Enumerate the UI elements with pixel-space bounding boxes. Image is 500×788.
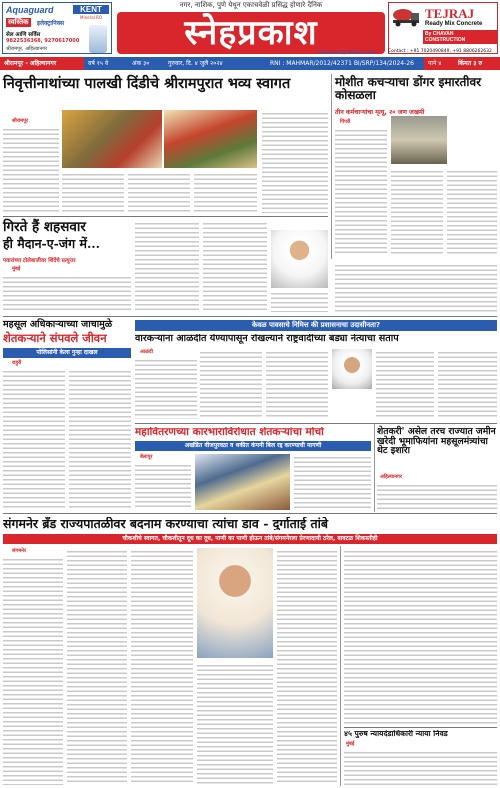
ad-aquaguard[interactable] <box>2 2 112 54</box>
column-divider-2 <box>374 424 375 512</box>
sangamner-subhead: चौकशीचे स्वागत, चौकशीतून दूध का दूध, पाणी का पाणी होऊन तांबे/संगमनेरला प्रेरणादायी ठरेल, वावटळ शिकस्तीही <box>3 534 497 544</box>
sangamner-body-col1 <box>3 556 63 785</box>
march-subhead: अखंडित वीजपुरवठा व थकीत कंपनी बिल रद्द करण्याची मागणी <box>135 441 371 451</box>
ad-phone: 9822536368, 9270617000 <box>6 38 80 44</box>
ad-address: श्रीरामपूर, अहिल्यानगर <box>6 46 48 52</box>
lead-body-col1 <box>3 126 59 212</box>
sangamner-body-col3 <box>131 548 193 785</box>
info-price: किंमत ३ रु <box>454 57 500 70</box>
masthead <box>117 0 385 55</box>
shahsawar-body <box>3 274 131 312</box>
lead-body-col2 <box>62 171 124 213</box>
bottom-right-headline[interactable]: ४५ पुरुष न्यायदंडाधिकारी न्याया निवड <box>344 730 448 738</box>
info-date: गुरुवार, दि. ४ जुलै २०२४ <box>164 57 266 70</box>
march-body-col1 <box>135 462 191 510</box>
march-headline[interactable]: महावितरणच्या कारभाराविरोधात शेतकऱ्यांचा मोर्चा <box>135 427 324 438</box>
lead-body-col4 <box>194 171 257 213</box>
durgatai-tambe-photo <box>197 548 273 658</box>
march-photo <box>195 454 290 510</box>
sangamner-body-col2 <box>67 548 127 785</box>
farmer-dateline: राहुरी <box>12 360 22 366</box>
warning-body <box>377 482 497 510</box>
farmer-headline-1[interactable]: महसूल अधिकाऱ्याच्या जाचामुळे <box>3 319 113 330</box>
leader-photo <box>332 349 372 389</box>
ad-tejraj-brand: TEJRAJ <box>425 6 475 21</box>
water-purifier-image <box>89 25 107 53</box>
farmer-body-col2 <box>69 368 131 508</box>
moshi-headline[interactable]: मोशीत कचऱ्याचा डोंगर इमारतीवर कोसळला <box>335 75 482 102</box>
right-mid-body <box>335 262 497 312</box>
ad-brand-kent-sub: Mineral RO <box>80 15 102 20</box>
lead-dateline: श्रीरामपूर <box>12 118 29 124</box>
palkhi-crowd-photo <box>164 110 257 168</box>
lead-headline[interactable]: निवृत्तीनाथांच्या पालखी दिंडीचे श्रीरामपुरात भव्य स्वागत <box>3 75 291 92</box>
garbage-collapse-photo <box>391 116 447 164</box>
bottom-right-dateline: मुंबई <box>346 741 355 747</box>
warning-dateline: अहिल्यानगर <box>380 474 402 480</box>
shahsawar-headline-1[interactable]: गिरते हैं शहसवार <box>3 219 86 235</box>
shahsawar-headline-2[interactable]: ही मैदान-ए-जंग में... <box>3 236 100 251</box>
info-city: श्रीरामपूर - अहिल्यानगर <box>0 57 84 70</box>
rule-4 <box>3 513 497 514</box>
masthead-website[interactable]: www.snehprakash.com <box>318 50 376 56</box>
rule-5 <box>344 727 497 728</box>
issue-info-bar <box>0 57 500 70</box>
sangamner-headline[interactable]: संगमनेर ब्रँड राज्यपातळीवर बदनाम करण्याचा त्यांचा डाव - दुर्गाताई तांबे <box>3 517 329 531</box>
sangamner-body-col5 <box>277 548 337 785</box>
march-body-col2 <box>294 454 371 510</box>
shahsawar-dateline: मुंबई <box>12 266 21 272</box>
warning-headline[interactable]: शेतकरी' असेल तरच राज्यात जमीन खरेदी भूमाफियांना महसूलमंत्र्यांचा थेट इशारा <box>377 426 496 457</box>
shahsawar-body-2 <box>135 220 199 312</box>
rule-3 <box>135 423 497 424</box>
ad-brand-kent: KENT <box>73 5 109 14</box>
info-year: वर्ष १५ वे <box>84 57 128 70</box>
lead-body-col5 <box>262 110 328 213</box>
ad-tejraj[interactable] <box>388 2 498 54</box>
shahsawar-body-3 <box>203 220 267 312</box>
info-pages: पाने ४ <box>424 57 454 70</box>
rule-2 <box>3 316 497 317</box>
shahsawar-subhead: पवारांच्या टोलेबाजीवर शिंदेंचे प्रत्युत्तर <box>3 258 76 264</box>
info-issue: अंक ३० <box>128 57 164 70</box>
ad-shop-name: स्वस्तिक <box>8 18 29 26</box>
mixer-truck-image <box>391 7 421 27</box>
column-divider <box>331 74 332 259</box>
flood-body-col4 <box>376 349 434 419</box>
palkhi-procession-photo <box>62 110 162 168</box>
moshi-body-col2 <box>391 168 443 255</box>
flood-headline[interactable]: वारकऱ्यांना आळंदीत येण्यापासून रोखल्याने राष्ट्रवादीच्या बड्या नेत्याचा संताप <box>135 334 399 344</box>
moshi-body-col3 <box>447 168 497 255</box>
bottom-right-body <box>344 749 497 785</box>
farmer-subhead: पोलिसांनी केला गुन्हा दाखल <box>3 348 131 358</box>
farmer-headline-2[interactable]: शेतकऱ्याने संपवले जीवन <box>3 331 107 345</box>
flood-body-col2 <box>200 349 262 419</box>
ad-shop-service: सेल आणि सर्विस <box>6 32 41 38</box>
moshi-body-col1 <box>335 127 387 255</box>
sangamner-body-col4 <box>197 662 273 785</box>
ad-tejraj-contact: Contact : +91 7020490849, +91 8806262632 <box>388 49 492 54</box>
flood-body-col3 <box>266 349 328 419</box>
right-bottom-body-1 <box>344 548 497 724</box>
farmer-body-col1 <box>3 368 65 508</box>
info-rni: RNI : MAHMAR/2012/42371 BI/SRP/134/2024-26 <box>266 57 424 70</box>
shahsawar-body-4 <box>271 290 328 312</box>
politician-photo <box>271 230 328 288</box>
ad-brand-aquaguard: Aquaguard <box>6 5 54 15</box>
column-divider-3 <box>340 546 341 786</box>
march-dateline: बेलापूर <box>140 454 153 460</box>
flood-dateline: आळंदी <box>140 349 153 355</box>
flood-banner: केवळ पावसाचे निमित्त की प्रशासनाचा उदासीनता? <box>135 320 497 331</box>
sangamner-dateline: संगमनेर <box>12 548 27 554</box>
masthead-tagline: नगर, नाशिक, पुणे येथून एकाचवेळी प्रसिद्ध होणारे दैनिक <box>179 1 323 9</box>
moshi-subhead: तीन कर्मचाऱ्यांचा मृत्यू, २० जण जखमी <box>335 109 425 116</box>
masthead-title: स्नेहप्रकाश <box>117 12 385 54</box>
flood-body-col5 <box>438 349 497 419</box>
rule-1 <box>3 216 328 217</box>
ad-tejraj-sub2: By CHAVAN CONSTRUCTION <box>423 30 497 44</box>
moshi-dateline: पिंपरी <box>340 119 351 125</box>
flood-body-col1 <box>135 357 197 419</box>
ad-tejraj-sub1: Ready Mix Concrete <box>425 21 483 27</box>
ad-shop-name-2: इलेक्ट्रानिक्स <box>37 20 65 27</box>
lead-body-col3 <box>128 171 190 213</box>
